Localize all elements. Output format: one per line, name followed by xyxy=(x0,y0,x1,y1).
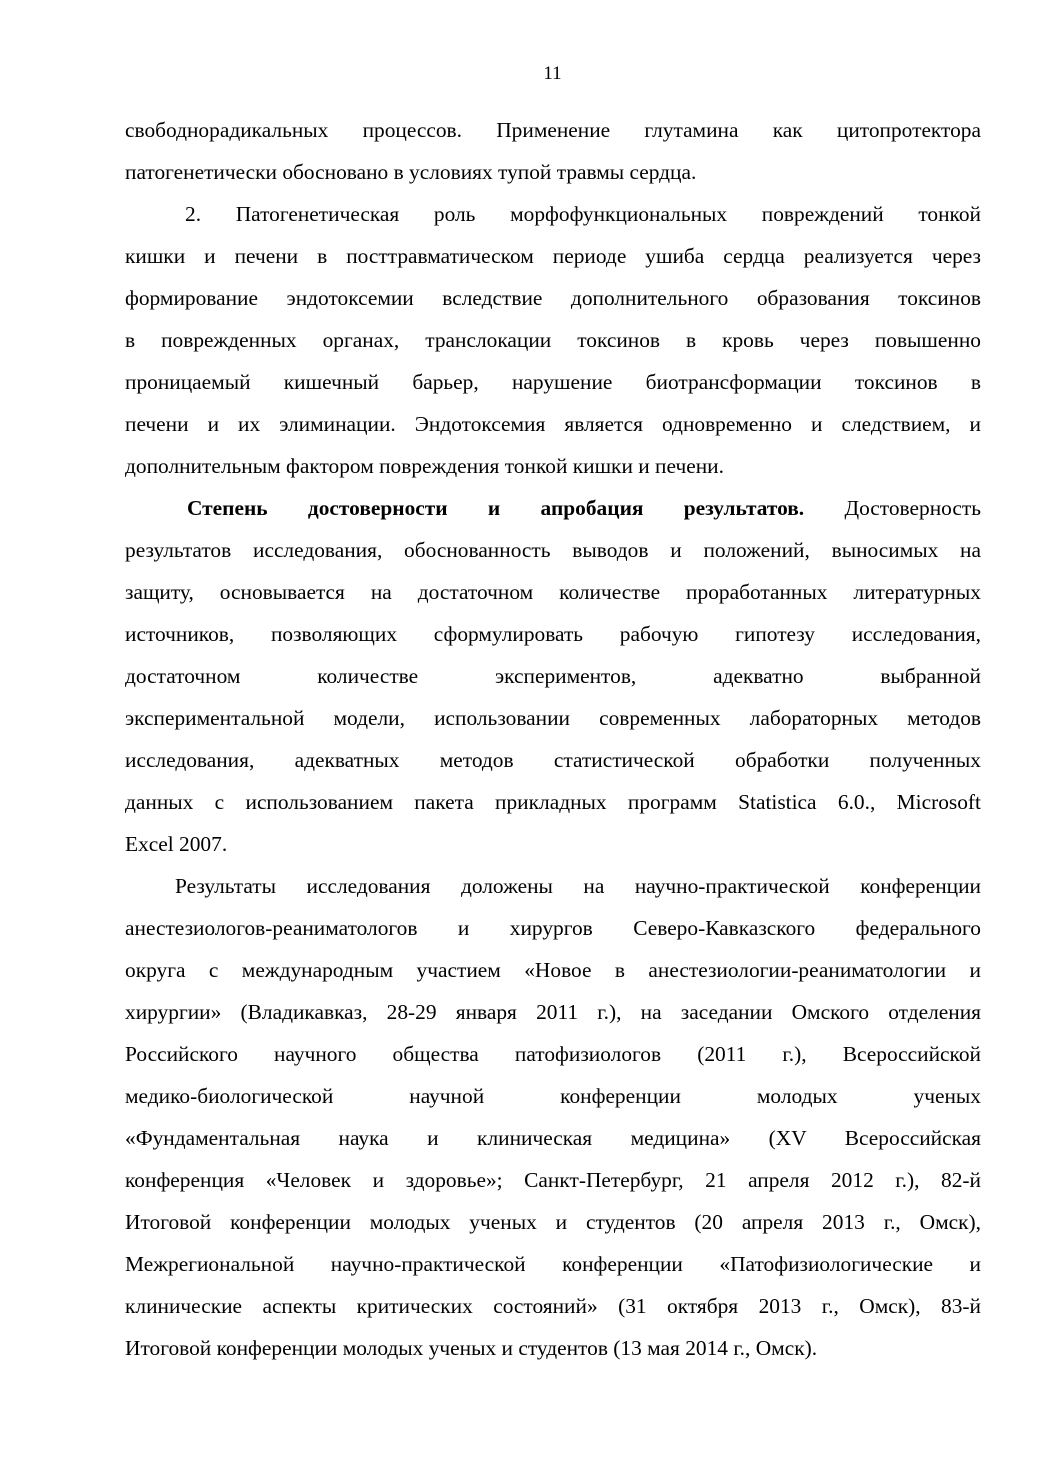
document-body xyxy=(125,109,981,1369)
text-line: медико-биологической научной конференции молодых ученых xyxy=(125,1084,981,1108)
text-line: в поврежденных органах, транслокации токсинов в кровь через повышенно xyxy=(125,328,981,352)
text-line: Итоговой конференции молодых ученых и студентов (13 мая 2014 г., Омск). xyxy=(125,1336,818,1360)
text-line: конференция «Человек и здоровье»; Санкт-Петербург, 21 апреля 2012 г.), 82-й xyxy=(125,1168,981,1192)
section-heading: Степень достоверности и апробация результатов. xyxy=(187,496,805,520)
text-line: данных с использованием пакета прикладных программ Statistica 6.0., Microsoft xyxy=(125,790,981,814)
text-line: Excel 2007. xyxy=(125,832,228,856)
text-line: Итоговой конференции молодых ученых и студентов (20 апреля 2013 г., Омск), xyxy=(125,1210,981,1234)
text-line: Межрегиональной научно-практической конференции «Патофизиологические и xyxy=(125,1252,981,1276)
text-line: защиту, основывается на достаточном количестве проработанных литературных xyxy=(125,580,981,604)
text-line: «Фундаментальная наука и клиническая медицина» (XV Всероссийская xyxy=(125,1126,981,1150)
text-line: результатов исследования, обоснованность выводов и положений, выносимых на xyxy=(125,538,981,562)
paragraph-conclusion-1-tail xyxy=(125,109,981,193)
text-line: хирургии» (Владикавказ, 28-29 января 2011 г.), на заседании Омского отделения xyxy=(125,1000,981,1024)
text-line: кишки и печени в посттравматическом периоде ушиба сердца реализуется через xyxy=(125,244,981,268)
paragraph-approbation xyxy=(125,865,981,1369)
text-line: печени и их элиминации. Эндотоксемия является одновременно и следствием, и xyxy=(125,412,981,436)
text-line: анестезиологов-реаниматологов и хирургов Северо-Кавказского федерального xyxy=(125,916,981,940)
text-line: 2. Патогенетическая роль морфофункциональных повреждений тонкой xyxy=(185,202,981,226)
text-line: проницаемый кишечный барьер, нарушение биотрансформации токсинов в xyxy=(125,370,981,394)
text-line: патогенетически обосновано в условиях тупой травмы сердца. xyxy=(125,160,697,184)
text-line xyxy=(125,487,981,529)
text-line: исследования, адекватных методов статистической обработки полученных xyxy=(125,748,981,772)
paragraph-reliability xyxy=(125,487,981,865)
text-line: источников, позволяющих сформулировать рабочую гипотезу исследования, xyxy=(125,622,981,646)
page-number: 11 xyxy=(543,63,562,84)
text-line: экспериментальной модели, использовании современных лабораторных методов xyxy=(125,706,981,730)
text-line: округа с международным участием «Новое в анестезиологии-реаниматологии и xyxy=(125,958,981,982)
text-line: клинические аспекты критических состояний» (31 октября 2013 г., Омск), 83-й xyxy=(125,1294,981,1318)
text-line: Результаты исследования доложены на научно-практической конференции xyxy=(175,874,981,898)
paragraph-conclusion-2 xyxy=(125,193,981,487)
text-line: дополнительным фактором повреждения тонкой кишки и печени. xyxy=(125,454,724,478)
text-line: Российского научного общества патофизиологов (2011 г.), Всероссийской xyxy=(125,1042,981,1066)
heading-continuation: Достоверность xyxy=(844,496,981,520)
text-line: формирование эндотоксемии вследствие дополнительного образования токсинов xyxy=(125,286,981,310)
text-line: свободнорадикальных процессов. Применение глутамина как цитопротектора xyxy=(125,118,981,142)
text-line: достаточном количестве экспериментов, адекватно выбранной xyxy=(125,664,981,688)
